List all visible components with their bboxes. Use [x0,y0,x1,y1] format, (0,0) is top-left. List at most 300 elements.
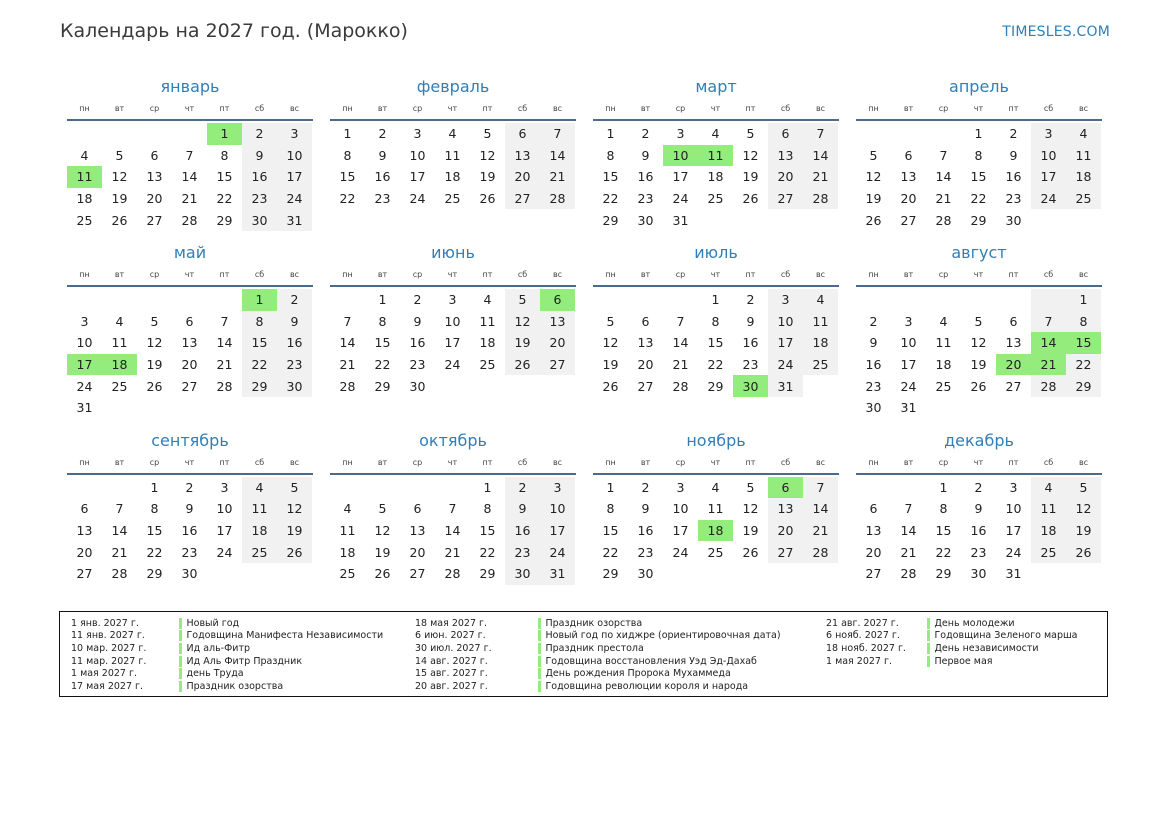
day-cell: 25 [479,357,496,373]
day-cell: 25 [76,212,93,228]
day-cell: 2 [185,479,194,495]
day-cell: 19 [602,357,619,373]
day-cell: 10 [409,147,426,163]
month-calendar [856,240,1102,419]
day-cell: 24 [76,378,93,394]
day-cell: 6 [904,147,913,163]
day-cell: 15 [146,523,163,539]
day-cell: 14 [181,169,198,185]
weekday-label: вт [640,269,651,279]
day-cell: 2 [641,479,650,495]
day-cell: 10 [540,498,575,520]
day-cell: 5 [746,126,755,142]
day-cell: 21 [444,544,461,560]
legend-date: 1 янв. 2027 г. [71,617,139,629]
day-cell: 17 [1005,523,1022,539]
empty-cell [277,397,312,419]
weekday-label: сб [254,104,265,113]
day-cell: 24 [409,191,426,207]
weekday-header [856,265,1102,285]
empty-cell [1031,563,1066,585]
day-cell: 16 [374,169,391,185]
empty-cell [856,289,891,311]
empty-cell [330,289,365,311]
weekday-header [593,453,839,473]
day-cell: 26 [479,191,496,207]
months-grid [67,74,1102,585]
empty-cell [1031,397,1066,419]
day-cell: 30 [970,566,987,582]
day-cell: 3 [1009,479,1018,495]
day-cell: 22 [216,191,233,207]
day-cell: 15 [374,335,391,351]
weekday-label: сб [254,269,265,279]
legend-color-marker [538,643,541,654]
weekday-label: пт [482,457,493,467]
weekday-header [67,99,313,119]
day-cell: 22 [970,191,987,207]
legend-item [71,617,383,630]
weekday-label: чт [447,269,458,279]
weekday-header [593,265,839,285]
weekday-label: ср [412,104,423,113]
legend-item [415,642,781,655]
weekday-label: вт [114,104,125,113]
weekday-label: сб [254,457,265,467]
day-cell: 6 [80,501,89,517]
weekday-label: вс [1078,457,1089,467]
day-cell: 18 [444,169,461,185]
weekday-label: вт [114,269,125,279]
legend-item [415,617,781,630]
empty-cell [207,563,242,585]
month-calendar [330,240,576,419]
header-rule [67,119,313,121]
header-rule [330,473,576,475]
day-cell: 23 [970,544,987,560]
empty-cell [505,375,540,397]
day-cell: 15 [242,332,277,354]
weekday-label: ср [149,457,160,467]
day-grid [330,123,576,209]
weekday-label: чт [184,269,195,279]
header-rule [593,473,839,475]
day-cell: 19 [146,357,163,373]
day-cell: 5 [746,479,755,495]
day-cell: 22 [339,191,356,207]
weekday-label: пн [342,457,353,467]
empty-cell [803,375,838,397]
day-cell: 29 [479,566,496,582]
weekday-label: пт [219,269,230,279]
day-cell: 26 [146,378,163,394]
day-cell: 19 [970,357,987,373]
day-cell: 9 [185,501,194,517]
empty-cell [242,563,277,585]
day-cell: 28 [216,378,233,394]
month-calendar [593,428,839,585]
day-cell: 20 [637,357,654,373]
legend-color-marker [179,668,182,679]
legend-item [415,630,781,643]
legend-column [826,617,1078,667]
day-cell: 9 [974,501,983,517]
empty-cell [891,477,926,499]
legend-holiday-name: Праздник престола [545,642,644,654]
empty-cell [996,289,1031,311]
day-cell: 17 [444,335,461,351]
day-cell: 9 [242,145,277,167]
legend-holiday-name: Праздник озорства [186,680,284,692]
weekday-header [593,99,839,119]
day-cell: 29 [242,375,277,397]
site-link[interactable]: TIMESLES.COM [1002,24,1110,40]
legend-date: 11 янв. 2027 г. [71,630,145,642]
empty-cell [803,209,838,231]
day-cell: 17 [672,169,689,185]
weekday-header [856,453,1102,473]
day-cell: 22 [707,357,724,373]
day-cell: 17 [409,169,426,185]
day-cell: 1 [1066,289,1101,311]
legend-color-marker [927,618,930,629]
day-cell: 27 [1005,378,1022,394]
day-cell: 19 [479,169,496,185]
day-cell: 3 [676,126,685,142]
day-cell: 11 [1031,498,1066,520]
legend-date: 10 мар. 2027 г. [71,642,147,654]
weekday-label: чт [973,457,984,467]
day-cell: 3 [768,289,803,311]
weekday-label: чт [710,104,721,113]
legend-date: 14 авг. 2027 г. [415,655,488,667]
day-cell: 25 [242,541,277,563]
day-cell: 25 [707,544,724,560]
day-cell: 23 [637,191,654,207]
day-cell: 16 [865,357,882,373]
day-cell: 1 [939,479,948,495]
day-cell: 13 [865,523,882,539]
day-cell: 15 [970,169,987,185]
month-name: декабрь [944,430,1014,450]
holiday-day-cell: 20 [996,354,1031,376]
empty-cell [330,477,365,499]
day-cell: 27 [900,212,917,228]
day-cell: 29 [216,212,233,228]
empty-cell [102,397,137,419]
month-name: сентябрь [151,430,229,450]
day-cell: 21 [803,520,838,542]
day-cell: 18 [1031,520,1066,542]
weekday-label: сб [517,104,528,113]
day-cell: 22 [146,544,163,560]
day-cell: 5 [115,147,124,163]
legend-item [826,642,1078,655]
day-cell: 8 [150,501,159,517]
day-cell: 5 [505,289,540,311]
legend-item [826,617,1078,630]
day-cell: 15 [707,335,724,351]
day-cell: 10 [216,501,233,517]
day-grid [67,123,313,231]
empty-cell [628,289,663,311]
legend-holiday-name: Первое мая [934,655,993,667]
day-cell: 11 [707,501,724,517]
day-cell: 18 [1066,166,1101,188]
day-cell: 29 [970,212,987,228]
day-cell: 2 [277,289,312,311]
weekday-header [67,265,313,285]
day-cell: 28 [900,566,917,582]
legend-date: 11 мар. 2027 г. [71,655,147,667]
day-cell: 20 [409,544,426,560]
day-cell: 31 [900,400,917,416]
day-cell: 16 [242,166,277,188]
legend-date: 18 нояб. 2027 г. [826,642,906,654]
legend-item [826,655,1078,668]
day-cell: 7 [343,313,352,329]
day-cell: 23 [1005,191,1022,207]
day-cell: 16 [742,335,759,351]
day-cell: 4 [1031,477,1066,499]
weekday-label: чт [184,457,195,467]
day-cell: 27 [540,354,575,376]
empty-cell [242,397,277,419]
day-cell: 25 [444,191,461,207]
weekday-label: пн [605,269,616,279]
legend-color-marker [538,668,541,679]
holiday-day-cell: 1 [207,123,242,145]
day-cell: 9 [277,311,312,333]
empty-cell [593,289,628,311]
day-cell: 23 [742,357,759,373]
empty-cell [926,289,961,311]
weekday-label: пн [79,269,90,279]
day-cell: 7 [115,501,124,517]
day-cell: 4 [1066,123,1101,145]
weekday-label: чт [710,269,721,279]
day-cell: 12 [1066,498,1101,520]
month-calendar [67,240,313,419]
day-grid [67,477,313,585]
legend-holiday-name: Годовщина восстановления Уэд Эд-Дахаб [545,655,757,667]
day-cell: 13 [768,145,803,167]
day-cell: 3 [220,479,229,495]
day-cell: 15 [935,523,952,539]
day-cell: 19 [111,191,128,207]
legend-date: 21 авг. 2027 г. [826,617,899,629]
legend-item [415,655,781,668]
day-cell: 7 [904,501,913,517]
weekday-header [330,265,576,285]
day-cell: 11 [935,335,952,351]
weekday-label: вс [289,269,300,279]
day-cell: 24 [672,544,689,560]
month-name: апрель [949,77,1009,96]
day-cell: 26 [374,566,391,582]
day-cell: 27 [76,566,93,582]
weekday-label: вс [815,269,826,279]
day-cell: 31 [540,563,575,585]
legend-color-marker [927,643,930,654]
day-cell: 29 [146,566,163,582]
weekday-label: вс [552,269,563,279]
day-cell: 17 [900,357,917,373]
day-cell: 21 [339,357,356,373]
day-grid [856,477,1102,585]
legend-holiday-name: Ид аль-Фитр [186,642,251,654]
day-cell: 6 [413,501,422,517]
day-grid [67,289,313,419]
weekday-label: вт [377,457,388,467]
day-cell: 1 [606,126,615,142]
day-cell: 16 [181,523,198,539]
weekday-label: чт [184,104,195,113]
legend-item [71,680,383,693]
day-grid [856,123,1102,231]
day-cell: 28 [339,378,356,394]
legend-item [415,667,781,680]
day-cell: 27 [146,212,163,228]
day-cell: 6 [869,501,878,517]
weekday-label: чт [447,104,458,113]
weekday-label: сб [780,104,791,113]
holiday-day-cell: 30 [733,375,768,397]
day-cell: 22 [935,544,952,560]
empty-cell [733,209,768,231]
day-cell: 8 [606,147,615,163]
day-cell: 21 [540,166,575,188]
day-cell: 11 [242,498,277,520]
weekday-label: вт [377,269,388,279]
empty-cell [365,477,400,499]
day-cell: 25 [1066,188,1101,210]
legend-color-marker [179,630,182,641]
day-cell: 13 [146,169,163,185]
legend-date: 6 июн. 2027 г. [415,630,486,642]
day-cell: 17 [672,523,689,539]
month-name: ноябрь [686,430,746,450]
legend-date: 18 мая 2027 г. [415,617,488,629]
day-cell: 25 [803,354,838,376]
weekday-label: сб [780,457,791,467]
day-cell: 4 [711,479,720,495]
day-cell: 25 [339,566,356,582]
holiday-day-cell: 17 [67,354,102,376]
day-cell: 19 [865,191,882,207]
day-cell: 30 [637,566,654,582]
day-cell: 21 [216,357,233,373]
day-cell: 23 [865,378,882,394]
holiday-day-cell: 18 [102,354,137,376]
weekday-label: пт [745,457,756,467]
weekday-label: пн [868,269,879,279]
day-cell: 11 [444,147,461,163]
weekday-label: ср [412,269,423,279]
day-cell: 31 [76,400,93,416]
day-cell: 11 [803,311,838,333]
day-cell: 1 [150,479,159,495]
weekday-label: чт [710,457,721,467]
holiday-day-cell: 10 [663,145,698,167]
day-cell: 7 [676,313,685,329]
weekday-label: сб [1043,457,1054,467]
header-rule [330,285,576,287]
header-rule [67,473,313,475]
empty-cell [891,289,926,311]
day-cell: 2 [413,292,422,308]
day-cell: 1 [711,292,720,308]
day-cell: 11 [339,523,356,539]
empty-cell [1066,397,1101,419]
day-cell: 22 [602,191,619,207]
month-name: январь [160,77,220,96]
day-cell: 18 [339,544,356,560]
day-cell: 20 [768,520,803,542]
empty-cell [102,477,137,499]
day-cell: 4 [115,313,124,329]
day-cell: 16 [409,335,426,351]
weekday-label: ср [675,269,686,279]
day-cell: 24 [900,378,917,394]
day-cell: 23 [277,354,312,376]
header-rule [593,285,839,287]
legend-holiday-name: Новый год по хиджре (ориентировочная дата) [545,630,781,642]
day-cell: 7 [220,313,229,329]
day-cell: 28 [935,212,952,228]
weekday-label: пт [745,104,756,113]
day-cell: 1 [343,126,352,142]
empty-cell [67,123,102,145]
day-cell: 12 [146,335,163,351]
day-cell: 27 [637,378,654,394]
legend-holiday-name: Годовщина Манифеста Независимости [186,630,384,642]
day-cell: 4 [483,292,492,308]
day-cell: 18 [242,520,277,542]
day-cell: 14 [216,335,233,351]
legend-column [71,617,383,693]
day-cell: 12 [742,147,759,163]
legend-holiday-name: Ид Аль Фитр Праздник [186,655,303,667]
holiday-day-cell: 18 [698,520,733,542]
day-cell: 16 [277,332,312,354]
day-cell: 5 [150,313,159,329]
weekday-label: пн [605,104,616,113]
day-cell: 28 [803,188,838,210]
day-cell: 20 [768,166,803,188]
day-cell: 1 [606,479,615,495]
day-cell: 31 [768,375,803,397]
legend-holiday-name: Праздник озорства [545,617,643,629]
day-cell: 13 [900,169,917,185]
day-cell: 21 [672,357,689,373]
day-cell: 13 [1005,335,1022,351]
weekday-label: чт [973,104,984,113]
weekday-label: сб [517,269,528,279]
day-cell: 8 [483,501,492,517]
legend-color-marker [538,681,541,692]
day-cell: 27 [505,188,540,210]
day-cell: 24 [1005,544,1022,560]
day-cell: 8 [378,313,387,329]
day-cell: 9 [1009,147,1018,163]
legend-holiday-name: День рождения Пророка Мухаммеда [545,668,731,680]
empty-cell [768,563,803,585]
day-cell: 14 [900,523,917,539]
legend-color-marker [179,643,182,654]
day-cell: 2 [505,477,540,499]
empty-cell [856,477,891,499]
